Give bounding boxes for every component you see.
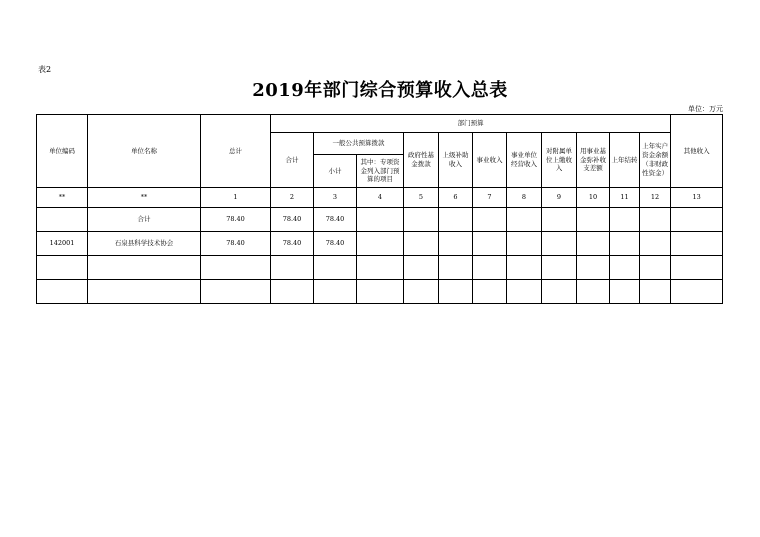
index-cell: ** [88, 188, 201, 208]
index-cell: 12 [640, 188, 671, 208]
budget-table [36, 114, 723, 304]
table-cell [404, 232, 439, 256]
table-cell: 142001 [37, 232, 88, 256]
table-header [37, 115, 723, 188]
index-cell: 11 [610, 188, 640, 208]
table-cell [640, 208, 671, 232]
table-cell: 78.40 [201, 232, 271, 256]
table-cell [640, 280, 671, 304]
table-cell [610, 280, 640, 304]
table-cell [610, 208, 640, 232]
unit-label: 单位：万元 [688, 105, 723, 113]
table-cell [542, 208, 577, 232]
index-cell: 1 [201, 188, 271, 208]
table-cell [473, 280, 507, 304]
index-cell: 6 [439, 188, 473, 208]
table-cell [314, 280, 357, 304]
table-cell [507, 256, 542, 280]
header-operating-income: 事业单位经营收入 [507, 133, 542, 188]
table-cell [357, 280, 404, 304]
index-cell: 8 [507, 188, 542, 208]
table-cell [201, 256, 271, 280]
table-cell [357, 232, 404, 256]
header-unit-code: 单位编码 [37, 115, 88, 188]
page-label: 表2 [38, 65, 52, 74]
index-cell: 4 [357, 188, 404, 208]
table-row [37, 232, 723, 256]
table-cell: 78.40 [314, 208, 357, 232]
index-cell: ** [37, 188, 88, 208]
table-cell [473, 208, 507, 232]
header-affiliated-income: 对附属单位上缴收入 [542, 133, 577, 188]
header-business-income: 事业收入 [473, 133, 507, 188]
table-cell [542, 256, 577, 280]
header-total: 总计 [201, 115, 271, 188]
header-unit-name: 单位名称 [88, 115, 201, 188]
table-cell [640, 232, 671, 256]
table-cell [439, 280, 473, 304]
index-cell: 3 [314, 188, 357, 208]
table-cell [507, 232, 542, 256]
table-cell [473, 256, 507, 280]
table-cell [671, 256, 723, 280]
table-cell [404, 280, 439, 304]
header-superior-subsidy: 上级补助收入 [439, 133, 473, 188]
table-cell: 78.40 [271, 232, 314, 256]
header-subtotal-all: 合计 [271, 133, 314, 188]
table-cell [577, 232, 610, 256]
index-cell: 5 [404, 188, 439, 208]
table-row [37, 208, 723, 232]
table-cell [439, 208, 473, 232]
table-cell: 78.40 [271, 208, 314, 232]
table-cell [577, 208, 610, 232]
table-cell [542, 232, 577, 256]
header-general-budget: 一般公共预算拨款 [314, 133, 404, 155]
page-title: 2019年部门综合预算收入总表 [252, 80, 508, 101]
table-cell [88, 256, 201, 280]
index-cell: 13 [671, 188, 723, 208]
table-cell [577, 280, 610, 304]
index-cell: 10 [577, 188, 610, 208]
table-cell [37, 280, 88, 304]
table-cell [357, 208, 404, 232]
table-cell: 78.40 [314, 232, 357, 256]
header-last-year-balance: 上年实户资金余额（非财政性资金） [640, 133, 671, 188]
table-cell [542, 280, 577, 304]
table-cell [37, 256, 88, 280]
header-last-year-carry: 上年结转 [610, 133, 640, 188]
table-cell [439, 232, 473, 256]
table-cell [439, 256, 473, 280]
table-cell [610, 256, 640, 280]
table-cell [507, 208, 542, 232]
header-dept-budget: 部门预算 [271, 115, 671, 133]
table-cell [201, 280, 271, 304]
table-cell [404, 256, 439, 280]
table-cell [671, 208, 723, 232]
table-cell [314, 256, 357, 280]
table-cell [37, 208, 88, 232]
table-row [37, 280, 723, 304]
table-cell [88, 280, 201, 304]
index-row [37, 188, 723, 208]
table-cell [610, 232, 640, 256]
table-cell [271, 256, 314, 280]
table-cell: 合计 [88, 208, 201, 232]
header-gov-fund: 政府性基金拨款 [404, 133, 439, 188]
table-cell [404, 208, 439, 232]
index-cell: 2 [271, 188, 314, 208]
header-special-funds: 其中：专项资金列入部门预算的项目 [357, 155, 404, 188]
index-cell: 7 [473, 188, 507, 208]
table-cell [473, 232, 507, 256]
table-cell [577, 256, 610, 280]
table-cell [671, 232, 723, 256]
header-balance-fund: 用事业基金弥补收支差额 [577, 133, 610, 188]
header-sub-small: 小计 [314, 155, 357, 188]
table-row [37, 256, 723, 280]
table-body [37, 188, 723, 304]
table-cell [271, 280, 314, 304]
table-cell: 78.40 [201, 208, 271, 232]
table-cell: 石泉县科学技术协会 [88, 232, 201, 256]
table-cell [640, 256, 671, 280]
table-cell [507, 280, 542, 304]
table-cell [671, 280, 723, 304]
header-other-income: 其他收入 [671, 115, 723, 188]
table-cell [357, 256, 404, 280]
index-cell: 9 [542, 188, 577, 208]
